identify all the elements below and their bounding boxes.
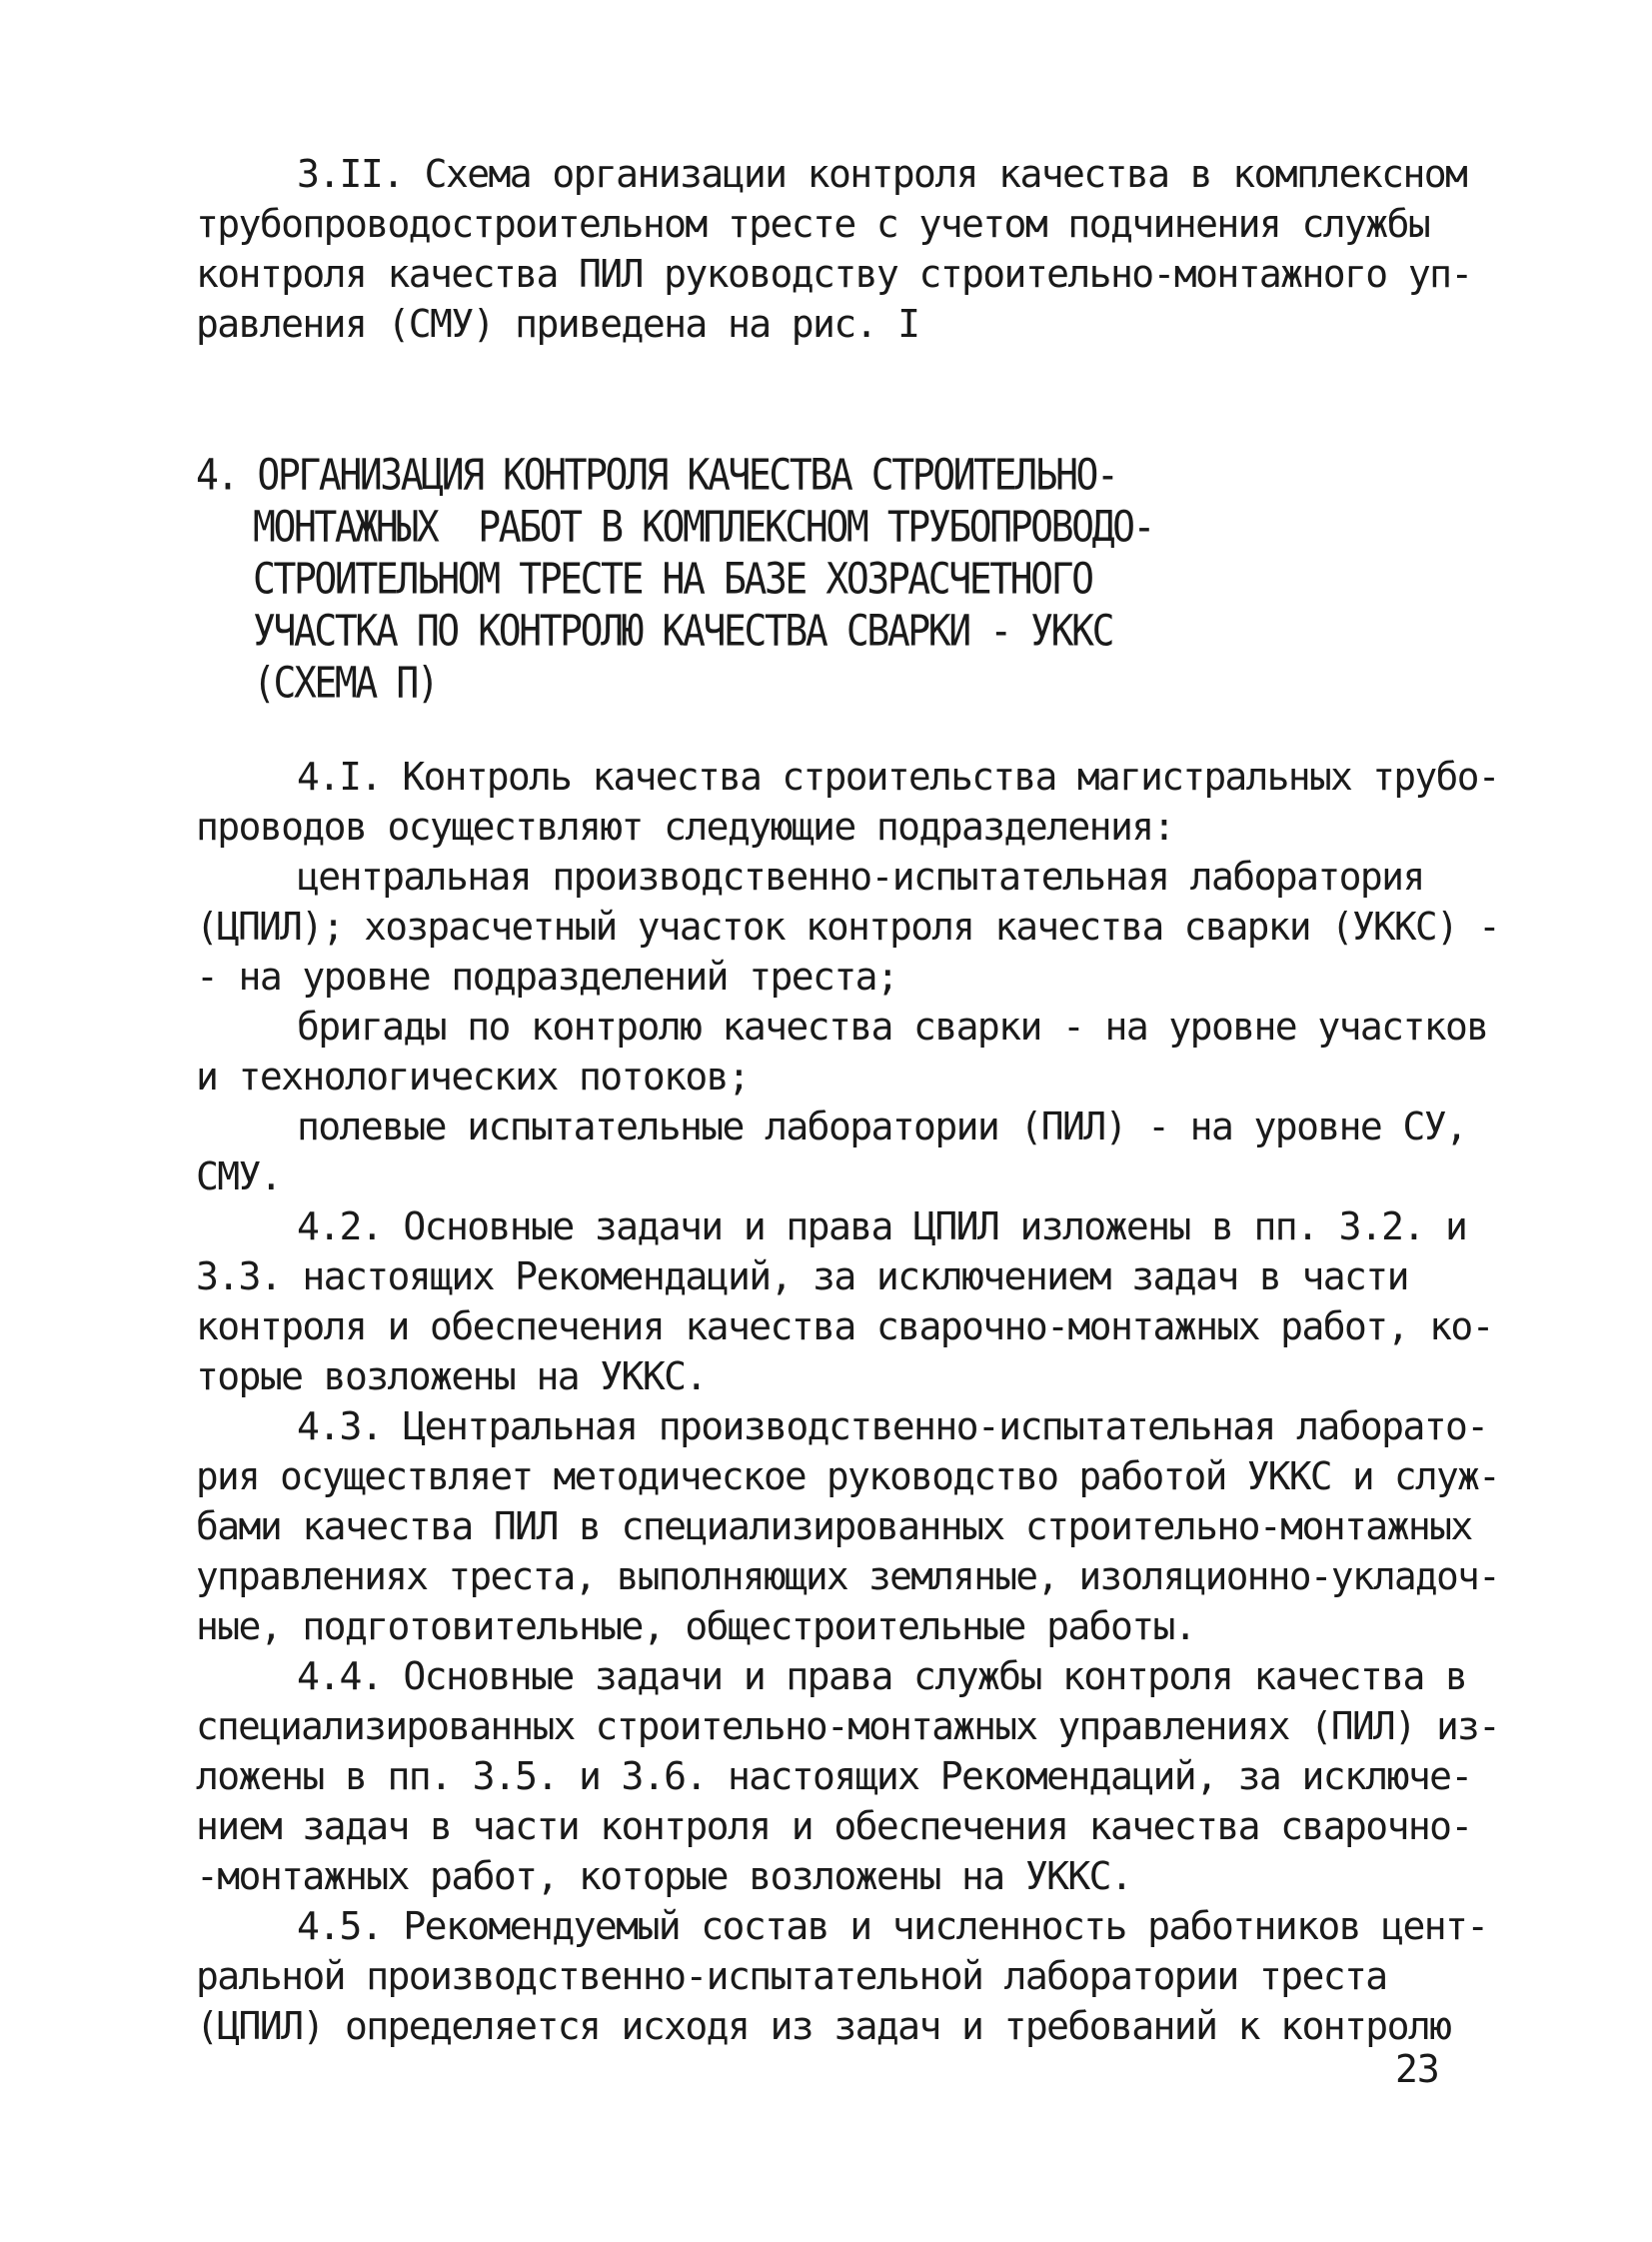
- text-line: торые возложены на УККС.: [196, 1354, 707, 1398]
- text-line: рия осуществляет методическое руководство работой УККС и служ-: [196, 1454, 1500, 1498]
- text-line: 4.2. Основные задачи и права ЦПИЛ изложены в пп. 3.2. и: [297, 1204, 1467, 1248]
- text-line: равления (СМУ) приведена на рис. I: [196, 302, 919, 346]
- text-line: ложены в пп. 3.5. и 3.6. настоящих Рекомендаций, за исключе-: [196, 1754, 1472, 1798]
- text-line: - на уровне подразделений треста;: [196, 955, 898, 999]
- text-line: бригады по контролю качества сварки - на уровне участков: [297, 1005, 1488, 1049]
- heading-line: (СХЕМА П): [253, 658, 438, 708]
- heading-line: СТРОИТЕЛЬНОМ ТРЕСТЕ НА БАЗЕ ХОЗРАСЧЕТНОГО: [253, 554, 1092, 604]
- text-line: ральной производственно-испытательной лаборатории треста: [196, 1954, 1387, 1998]
- text-line: управлениях треста, выполняющих земляные, изоляционно-укладоч-: [196, 1554, 1500, 1598]
- heading-line: 4. ОРГАНИЗАЦИЯ КОНТРОЛЯ КАЧЕСТВА СТРОИТЕЛЬНО-: [196, 450, 1117, 500]
- text-line: центральная производственно-испытательная лаборатория: [297, 855, 1424, 899]
- text-line: 4.I. Контроль качества строительства магистральных трубо-: [297, 755, 1499, 799]
- text-line: 3.II. Схема организации контроля качества в комплексном: [297, 152, 1467, 196]
- text-line: нием задач в части контроля и обеспечения качества сварочно-: [196, 1804, 1472, 1848]
- text-line: 4.4. Основные задачи и права службы контроля качества в: [297, 1654, 1467, 1698]
- text-line: бами качества ПИЛ в специализированных строительно-монтажных: [196, 1504, 1472, 1548]
- text-line: специализированных строительно-монтажных управлениях (ПИЛ) из-: [196, 1704, 1500, 1748]
- text-line: контроля качества ПИЛ руководству строительно-монтажного уп-: [196, 252, 1472, 296]
- text-line: и технологических потоков;: [196, 1055, 750, 1099]
- page-number: 23: [1395, 2047, 1439, 2091]
- text-line: ные, подготовительные, общестроительные работы.: [196, 1604, 1196, 1648]
- text-line: 4.3. Центральная производственно-испытательная лаборато-: [297, 1404, 1488, 1448]
- text-line: 3.3. настоящих Рекомендаций, за исключением задач в части: [196, 1254, 1408, 1298]
- text-line: (ЦПИЛ); хозрасчетный участок контроля качества сварки (УККС) -: [196, 905, 1500, 949]
- text-line: 4.5. Рекомендуемый состав и численность работников цент-: [297, 1904, 1488, 1948]
- text-line: (ЦПИЛ) определяется исходя из задач и требований к контролю: [196, 2004, 1451, 2048]
- heading-line: УЧАСТКА ПО КОНТРОЛЮ КАЧЕСТВА СВАРКИ - УККС: [253, 606, 1113, 656]
- text-line: проводов осуществляют следующие подразделения:: [196, 805, 1174, 849]
- text-line: контроля и обеспечения качества сварочно-монтажных работ, ко-: [196, 1304, 1493, 1348]
- text-line: -монтажных работ, которые возложены на УККС.: [196, 1854, 1132, 1898]
- heading-line: МОНТАЖНЫХ РАБОТ В КОМПЛЕКСНОМ ТРУБОПРОВОДО-: [253, 502, 1154, 552]
- text-line: СМУ.: [196, 1154, 282, 1198]
- text-line: полевые испытательные лаборатории (ПИЛ) - на уровне СУ,: [297, 1105, 1467, 1148]
- text-line: трубопроводостроительном тресте с учетом подчинения службы: [196, 202, 1430, 246]
